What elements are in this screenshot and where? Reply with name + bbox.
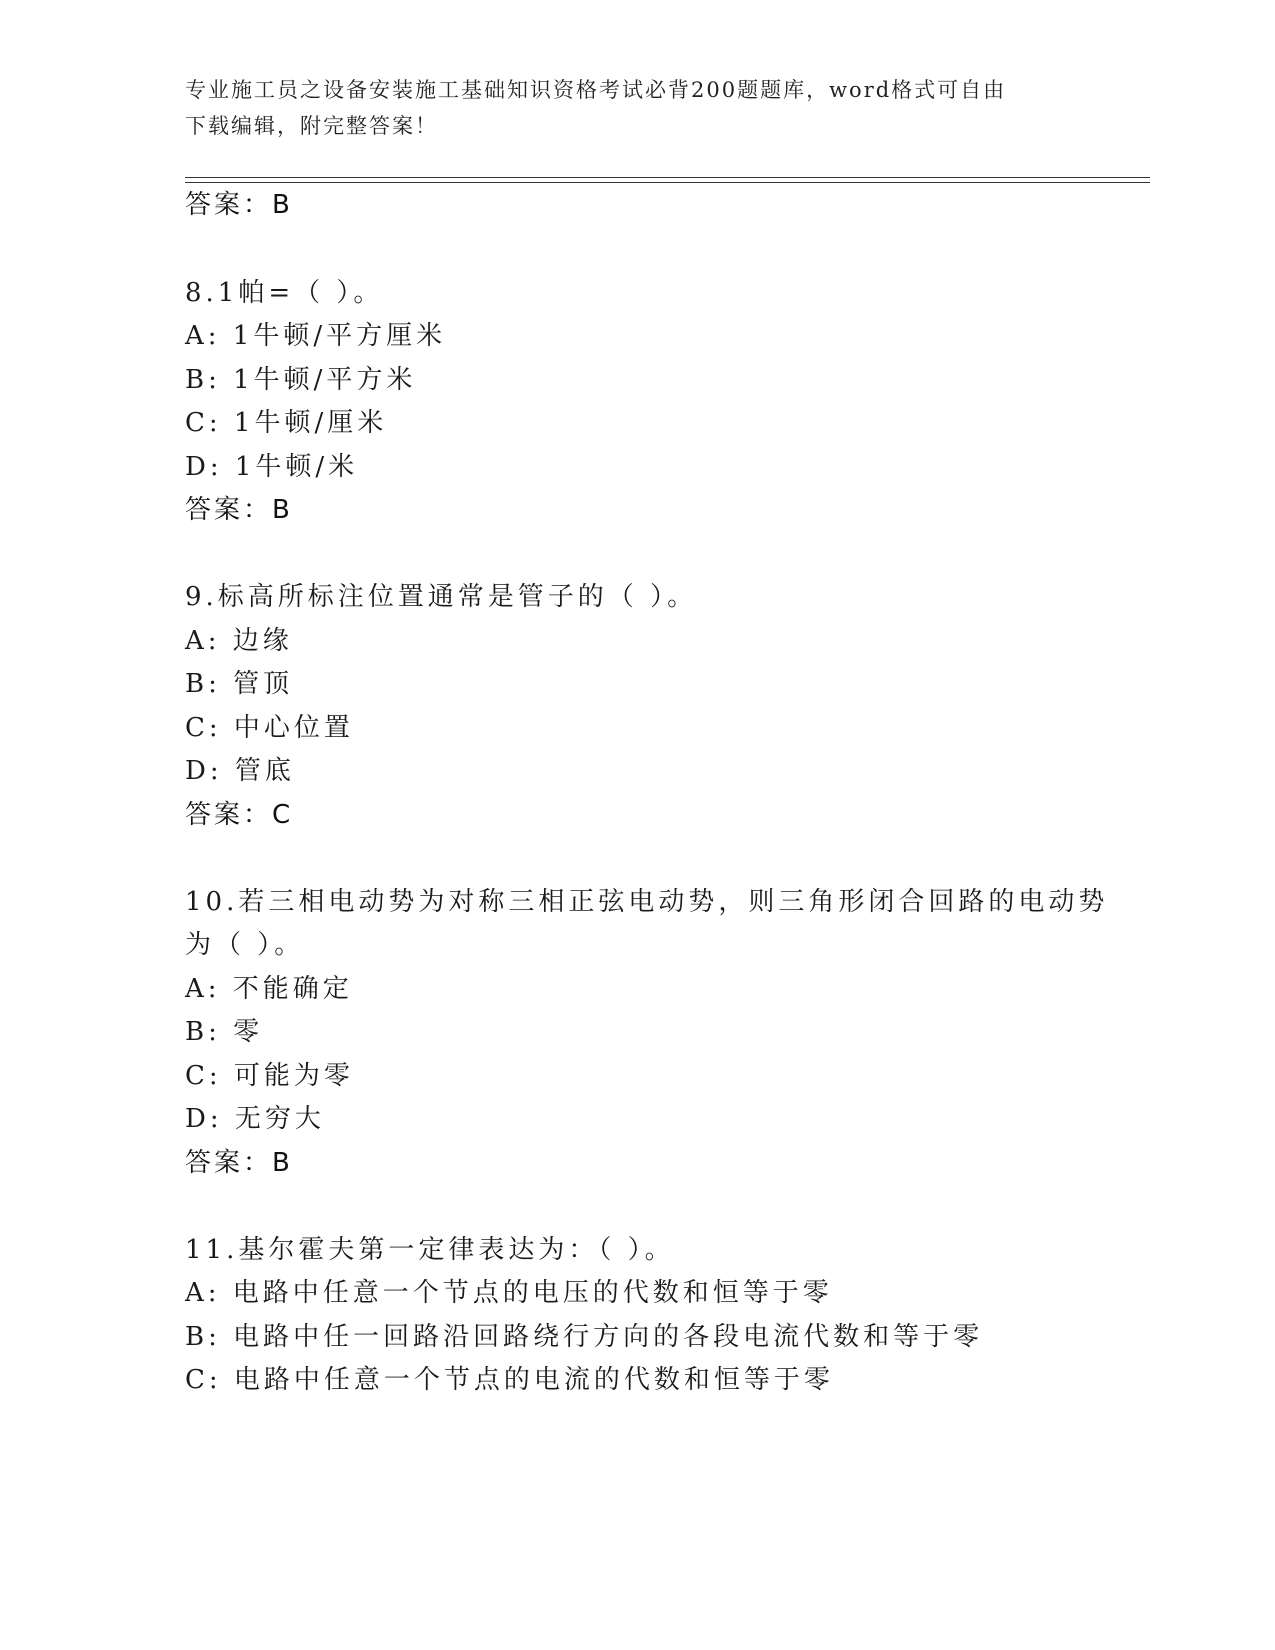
question-11: 11.基尔霍夫第一定律表达为：（ ）。 (185, 1235, 675, 1265)
header-line-2: 下载编辑，附完整答案！ (185, 114, 438, 138)
q9-option-a: A: 边缘 (185, 626, 293, 656)
q10-option-c: C: 可能为零 (185, 1061, 354, 1091)
question-10-line-1: 10.若三相电动势为对称三相正弦电动势，则三角形闭合回路的电动势 (185, 887, 1109, 917)
q9-answer: 答案：C (185, 800, 294, 830)
question-8: 8.1帕=（ ）。 (185, 278, 384, 308)
header-line-1: 专业施工员之设备安装施工基础知识资格考试必背200题题库，word格式可自由 (185, 78, 1007, 102)
q9-option-b: B: 管顶 (185, 669, 294, 699)
answer-previous: 答案：B (185, 190, 293, 220)
question-9: 9.标高所标注位置通常是管子的（ ）。 (185, 582, 698, 612)
q11-option-a: A: 电路中任意一个节点的电压的代数和恒等于零 (185, 1278, 833, 1308)
q9-option-c: C: 中心位置 (185, 713, 354, 743)
q8-option-a: A: 1牛顿/平方厘米 (185, 321, 447, 351)
q10-option-a: A: 不能确定 (185, 974, 353, 1004)
q10-option-d: D: 无穷大 (185, 1104, 325, 1134)
q8-option-b: B: 1牛顿/平方米 (185, 365, 417, 395)
header-divider-bottom (185, 182, 1150, 183)
header-divider-top (185, 177, 1150, 178)
question-10-line-2: 为（ ）。 (185, 930, 305, 960)
q9-option-d: D: 管底 (185, 756, 295, 786)
q11-option-b: B: 电路中任一回路沿回路绕行方向的各段电流代数和等于零 (185, 1322, 984, 1352)
document-header (185, 72, 1065, 144)
q8-answer: 答案：B (185, 495, 293, 525)
q10-option-b: B: 零 (185, 1017, 264, 1047)
q8-option-d: D: 1牛顿/米 (185, 452, 359, 482)
q11-option-c: C: 电路中任意一个节点的电流的代数和恒等于零 (185, 1365, 834, 1395)
q8-option-c: C: 1牛顿/厘米 (185, 408, 388, 438)
q10-answer: 答案：B (185, 1148, 293, 1178)
